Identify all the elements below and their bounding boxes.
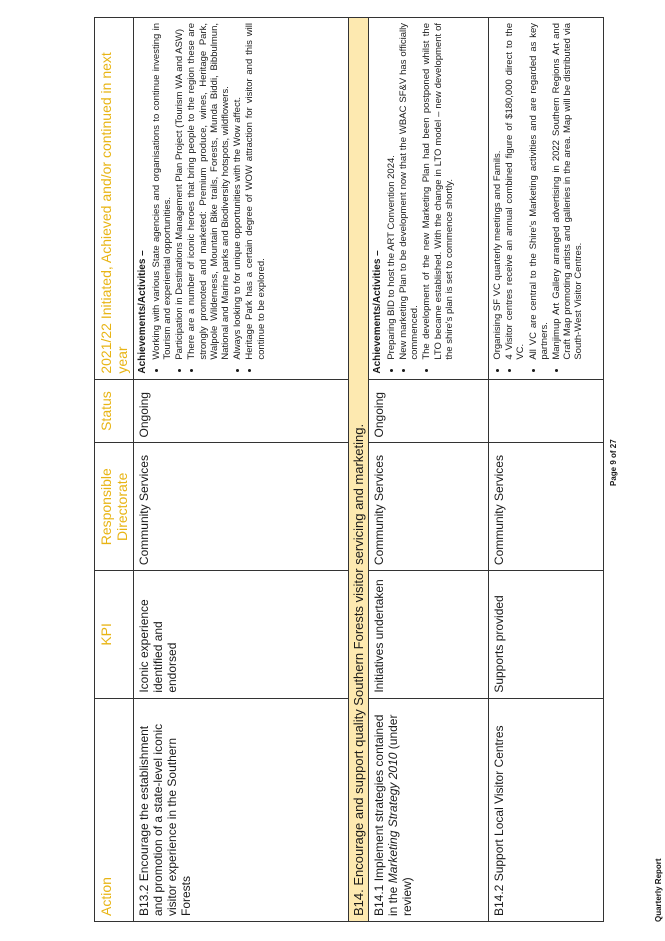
status-cell: Ongoing <box>134 379 349 443</box>
list-item: • Participation in Destinations Management Plan Project (Tourism WA and ASW) <box>174 23 185 360</box>
list-item: • Working with various State agencies and organisations to continue investing in Tourism and experiential opportunities. <box>151 23 173 360</box>
achievements-list <box>386 23 455 374</box>
status-cell: Ongoing <box>369 379 489 443</box>
directorate-cell: Community Services <box>134 443 349 571</box>
header-kpi: KPI <box>95 571 134 699</box>
report-label: Quarterly Report <box>654 858 663 922</box>
list-item: • There are a number of iconic heroes that bring people to the region these are strongly promoted and marketed: Premium produce, wines, Heritage Park, Walpole Wilderness, Mountain Bike trails, Forests, Munda Biddi, Bibbulmun, National and Marine parks and Biodiversity hotspots, wildflowers. <box>186 23 231 360</box>
header-directorate: Responsible Directorate <box>95 443 134 571</box>
strategy-title: Marketing Strategy 2010 <box>386 752 400 884</box>
list-item: • Always looking to for unique opportunities with the Wow affect. <box>232 23 243 360</box>
action-cell: B14.2 Support Local Visitor Centres <box>489 698 604 921</box>
list-item: • All VC are central to the Shire's Marketing activities and are regarded as key partners. <box>528 23 550 360</box>
table-row-b13-2 <box>134 18 349 922</box>
list-item: • Organising SF VC quarterly meetings and Famils. <box>492 23 503 360</box>
header-achievements: 2021/22 Initiated, Achieved and/or continued in next year <box>95 18 134 380</box>
achievements-cell <box>489 18 604 380</box>
quarterly-report-table <box>94 17 604 922</box>
header-row <box>95 18 134 922</box>
list-item: • 4 Visitor centres receive an annual combined figure of $180,000 direct to the VC. <box>504 23 526 360</box>
list-item: • Preparing BID to host the ART Convention 2024. <box>386 23 397 360</box>
achievements-list <box>492 23 585 374</box>
action-text-suffix: (under review) <box>386 714 414 916</box>
action-cell <box>369 698 489 921</box>
table-row-b14-2 <box>489 18 604 922</box>
achievements-list <box>151 23 267 374</box>
list-item: • New marketing Plan to be development now that the WBAC SF&V has officially commenced. <box>398 23 420 360</box>
section-heading: B14. Encourage and support quality Southern Forests visitor servicing and marketing. <box>349 18 369 922</box>
directorate-cell: Community Services <box>489 443 604 571</box>
directorate-cell: Community Services <box>369 443 489 571</box>
list-item: • Manjimup Art Gallery arranged advertising in 2022 Southern Regions Art and Craft Map promoting artists and galleries in the area. Map will be distributed via South-West Visitor Centres. <box>551 23 585 360</box>
page-number: Page 9 of 27 <box>609 439 618 486</box>
achievements-heading: Achievements/Activities – <box>372 250 383 374</box>
achievements-heading: Achievements/Activities – <box>137 250 148 374</box>
kpi-cell: Initiatives undertaken <box>369 571 489 699</box>
action-cell: B13.2 Encourage the establishment and promotion of a state-level iconic visitor experience in the Southern Forests <box>134 698 349 921</box>
header-action: Action <box>95 698 134 921</box>
status-cell <box>489 379 604 443</box>
table-row-b14-1 <box>369 18 489 922</box>
achievements-cell <box>134 18 349 380</box>
header-status: Status <box>95 379 134 443</box>
rotated-page <box>72 0 663 941</box>
action-text: B14.1 Implement strategies contained in the <box>372 714 400 916</box>
section-row-b14 <box>349 18 369 922</box>
list-item: • The development of the new Marketing Plan had been postponed whilst the LTO became established. With the change in LTO model – new development of the shire's plan is set to commence shortly. <box>421 23 455 360</box>
list-item: • Heritage Park has a certain degree of WOW attraction for visitor and this will continue to be explored. <box>244 23 266 360</box>
achievements-cell <box>369 18 489 380</box>
kpi-cell: Iconic experience identified and endorsed <box>134 571 349 699</box>
kpi-cell: Supports provided <box>489 571 604 699</box>
